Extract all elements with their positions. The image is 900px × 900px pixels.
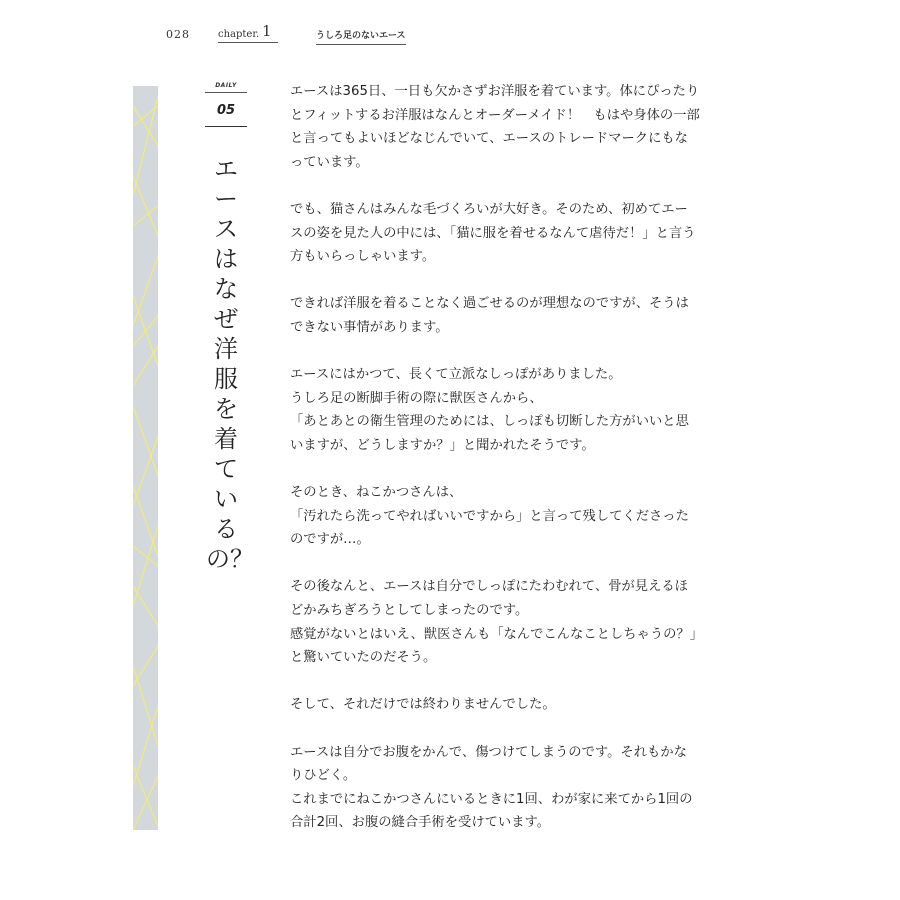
- stripe-line: [133, 666, 158, 746]
- stripe-line: [133, 526, 158, 606]
- stripe-line: [133, 256, 158, 326]
- stripe-line: [133, 406, 158, 476]
- paragraph: エースは365日、一日も欠かさずお洋服を着ています。体にぴったりとフィットするお洋服はなんとオーダーメイド！ もはや身体の一部と言ってもよいほどなじんでいて、エースのトレードマークにもなっています。: [290, 84, 700, 170]
- stripe-line: [133, 586, 158, 626]
- daily-number: 05: [205, 93, 247, 127]
- article-body: [290, 80, 700, 859]
- paragraph: そのとき、ねこかつさんは、 「汚れたら洗ってやればいいですから」と言って残してくださったのですが…。: [290, 485, 689, 548]
- stripe-line: [133, 176, 158, 236]
- chapter-number: 1: [262, 22, 272, 40]
- section-title: うしろ足のないエース: [316, 28, 406, 45]
- paragraph: エースにはかつて、長くて立派なしっぽがありました。 うしろ足の断脚手術の際に獣医さんから、 「あとあとの衛生管理のためには、しっぽも切断した方がいいと思いますが、どうしますか？」と聞かれたそうです。: [290, 367, 689, 453]
- chapter-word: chapter.: [218, 29, 260, 40]
- paragraph: そして、それだけでは終わりませんでした。: [290, 697, 556, 713]
- paragraph: その後なんと、エースは自分でしっぽにたわむれて、骨が見えるほどかみちぎろうとしてしまったのです。 感覚がないとはいえ、獣医さんも「なんでこんなことしちゃうの？」と驚いていたのだそう。: [290, 579, 697, 666]
- decorative-side-stripe: [133, 86, 158, 830]
- stripe-lines-graphic: [133, 86, 158, 830]
- page-number: 028: [166, 28, 190, 41]
- stripe-line: [133, 486, 158, 556]
- stripe-line: [133, 776, 158, 830]
- stripe-line: [133, 766, 158, 826]
- paragraph: エースは自分でお腹をかんで、傷つけてしまうのです。それもかなりひどく。 これまでにねこかつさんにいるときに1回、わが家に来てから1回の合計2回、お腹の縫合手術を受けています。: [290, 744, 693, 831]
- chapter-label: [218, 22, 278, 43]
- stripe-line: [133, 106, 158, 126]
- article-title: エースはなぜ洋服を着ているの？: [206, 155, 254, 573]
- running-header: [166, 22, 426, 46]
- stripe-line: [133, 206, 158, 226]
- stripe-line: [133, 546, 158, 566]
- daily-badge: [205, 82, 247, 127]
- paragraph: できれば洋服を着ることなく過ごせるのが理想なのですが、そうはできない事情があります。: [290, 296, 689, 335]
- stripe-line: [133, 346, 158, 386]
- paragraph: でも、猫さんはみんな毛づくろいが大好き。そのため、初めてエースの姿を見た人の中には、「猫に服を着せるなんて虐待だ！」と言う方もいらっしゃいます。: [290, 201, 696, 265]
- stripe-line: [133, 316, 158, 346]
- daily-label: DAILY: [205, 82, 247, 93]
